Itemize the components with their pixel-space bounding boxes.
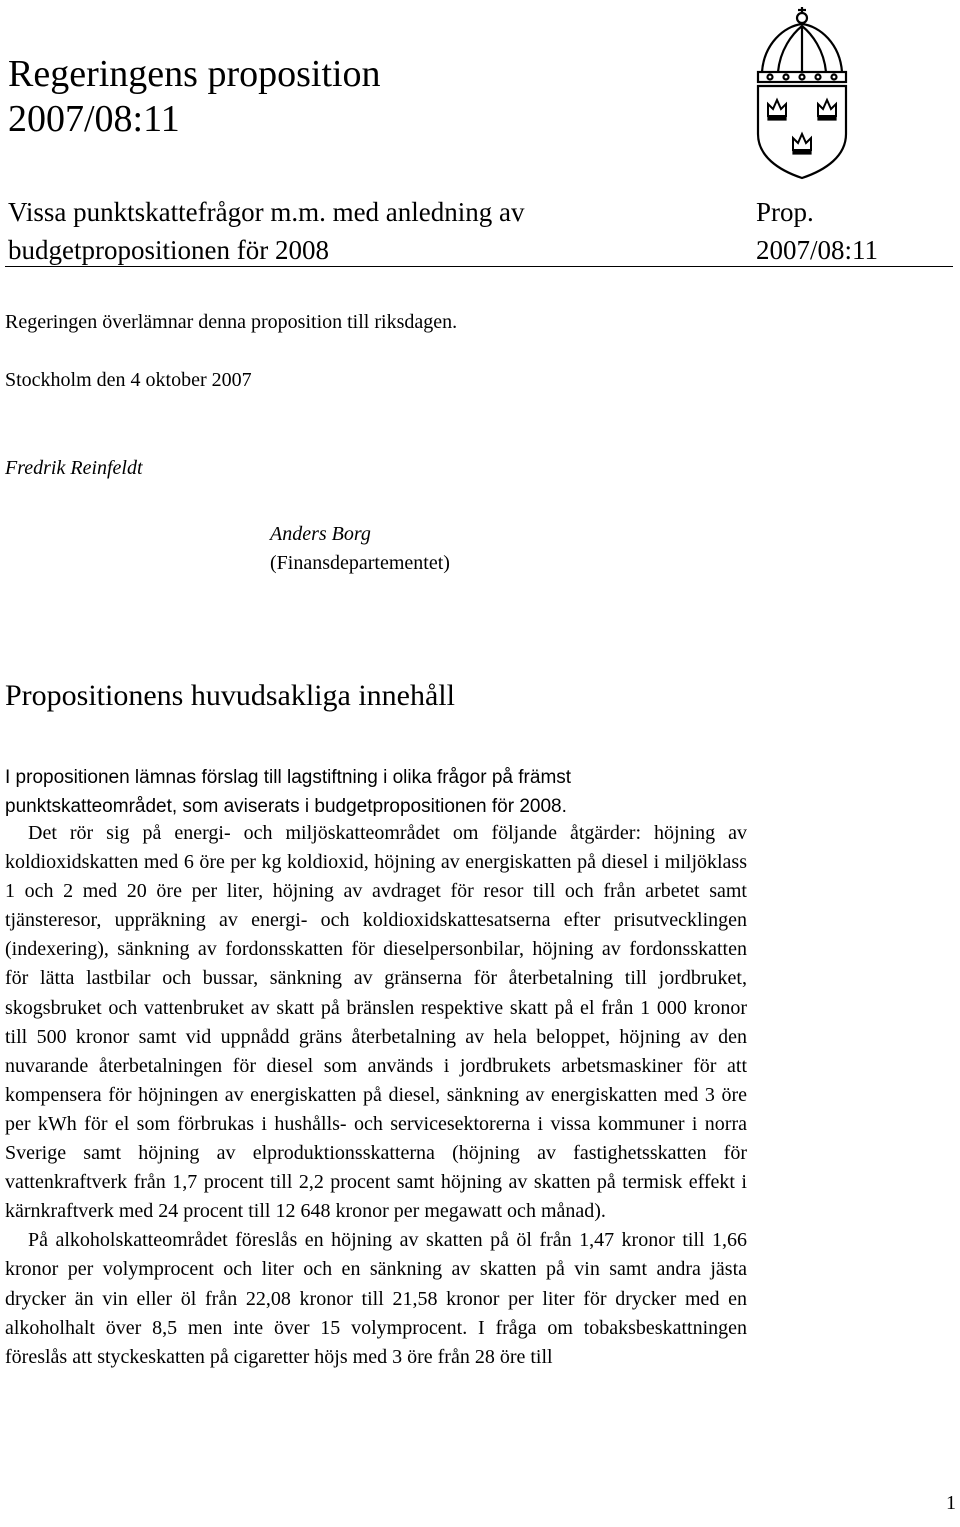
submission-text: Regeringen överlämnar denna proposition till riksdagen.: [5, 311, 458, 333]
place-date: Stockholm den 4 oktober 2007: [5, 369, 252, 391]
subtitle-line-1: Vissa punktskattefrågor m.m. med anledning av: [8, 197, 525, 227]
subtitle-line-2: budgetpropositionen för 2008: [8, 235, 329, 265]
prop-label-line-1: Prop.: [756, 197, 814, 227]
signatory-prime-minister: Fredrik Reinfeldt: [5, 457, 143, 479]
swedish-coat-of-arms-icon: [748, 4, 856, 182]
proposition-number: [756, 193, 878, 269]
prop-label-line-2: 2007/08:11: [756, 235, 879, 265]
header-rule: [5, 266, 953, 267]
title-line-1: Regeringens proposition: [8, 53, 381, 95]
summary-body: [5, 819, 747, 1372]
title-line-2: 2007/08:11: [8, 98, 180, 140]
paragraph-energy: Det rör sig på energi- och miljöskatteområdet om följande åtgärder: höjning av koldioxidskatten med 6 öre per kg koldioxid, höjning av energiskatten på diesel i miljöklass 1 och 2 med 20 öre per liter, höjning av avdraget för resor till och från arbetet samt tjänsteresor, uppräkning av energi- och koldioxidskattesatserna efter prisutvecklingen (indexering), sänkning av fordonsskatten för dieselpersonbilar, höjning av fordonsskatten för lätta lastbilar och bussar, sänkning av gränserna för återbetalning till jordbruket, skogsbruket och vattenbruket av skatt på bränslen respektive skatt på el från 1 000 kronor till 500 kronor samt vid uppnådd gräns återbetalning av hela beloppet, höjning av den nuvarande återbetalningen för diesel som används i jordbrukets arbetsmaskiner för att kompensera för höjningen av energiskatten på diesel, sänkning av energiskatten med 3 öre per kWh för el som förbrukas i hushålls- och servicesektorerna i vissa kommuner i norra Sverige samt höjning av elproduktionsskatterna (höjning av fastighetsskatten för vattenkraftverk från 1,7 procent till 2,2 procent samt höjning av skatten på termisk effekt i kärnkraftverk med 24 procent till 12 648 kronor per megawatt och månad).: [5, 822, 747, 1223]
summary-lead: I propositionen lämnas förslag till lagstiftning i olika frågor på främst punktskatteområdet, som aviserats i budgetpropositionen för 2008.: [5, 767, 572, 817]
department: (Finansdepartementet): [270, 552, 450, 574]
crest: [748, 4, 856, 182]
document-title: [8, 52, 381, 142]
document-subtitle: [8, 193, 525, 269]
signatory-minister: Anders Borg: [270, 523, 371, 545]
paragraph-alcohol: På alkoholskatteområdet föreslås en höjning av skatten på öl från 1,47 kronor till 1,66 kronor per volymprocent och liter och en sänkning av skatten på vin samt andra jästa drycker än vin eller öl från 22,08 kronor till 21,58 kronor per liter för drycker med en alkoholhalt över 8,5 men inte över 15 volymprocent. I fråga om tobaksbeskattningen föreslås att styckeskatten på cigaretter höjs med 3 öre från 28 öre till: [5, 1229, 747, 1368]
page-number: 1: [946, 1492, 956, 1514]
section-heading: Propositionens huvudsakliga innehåll: [5, 679, 455, 712]
